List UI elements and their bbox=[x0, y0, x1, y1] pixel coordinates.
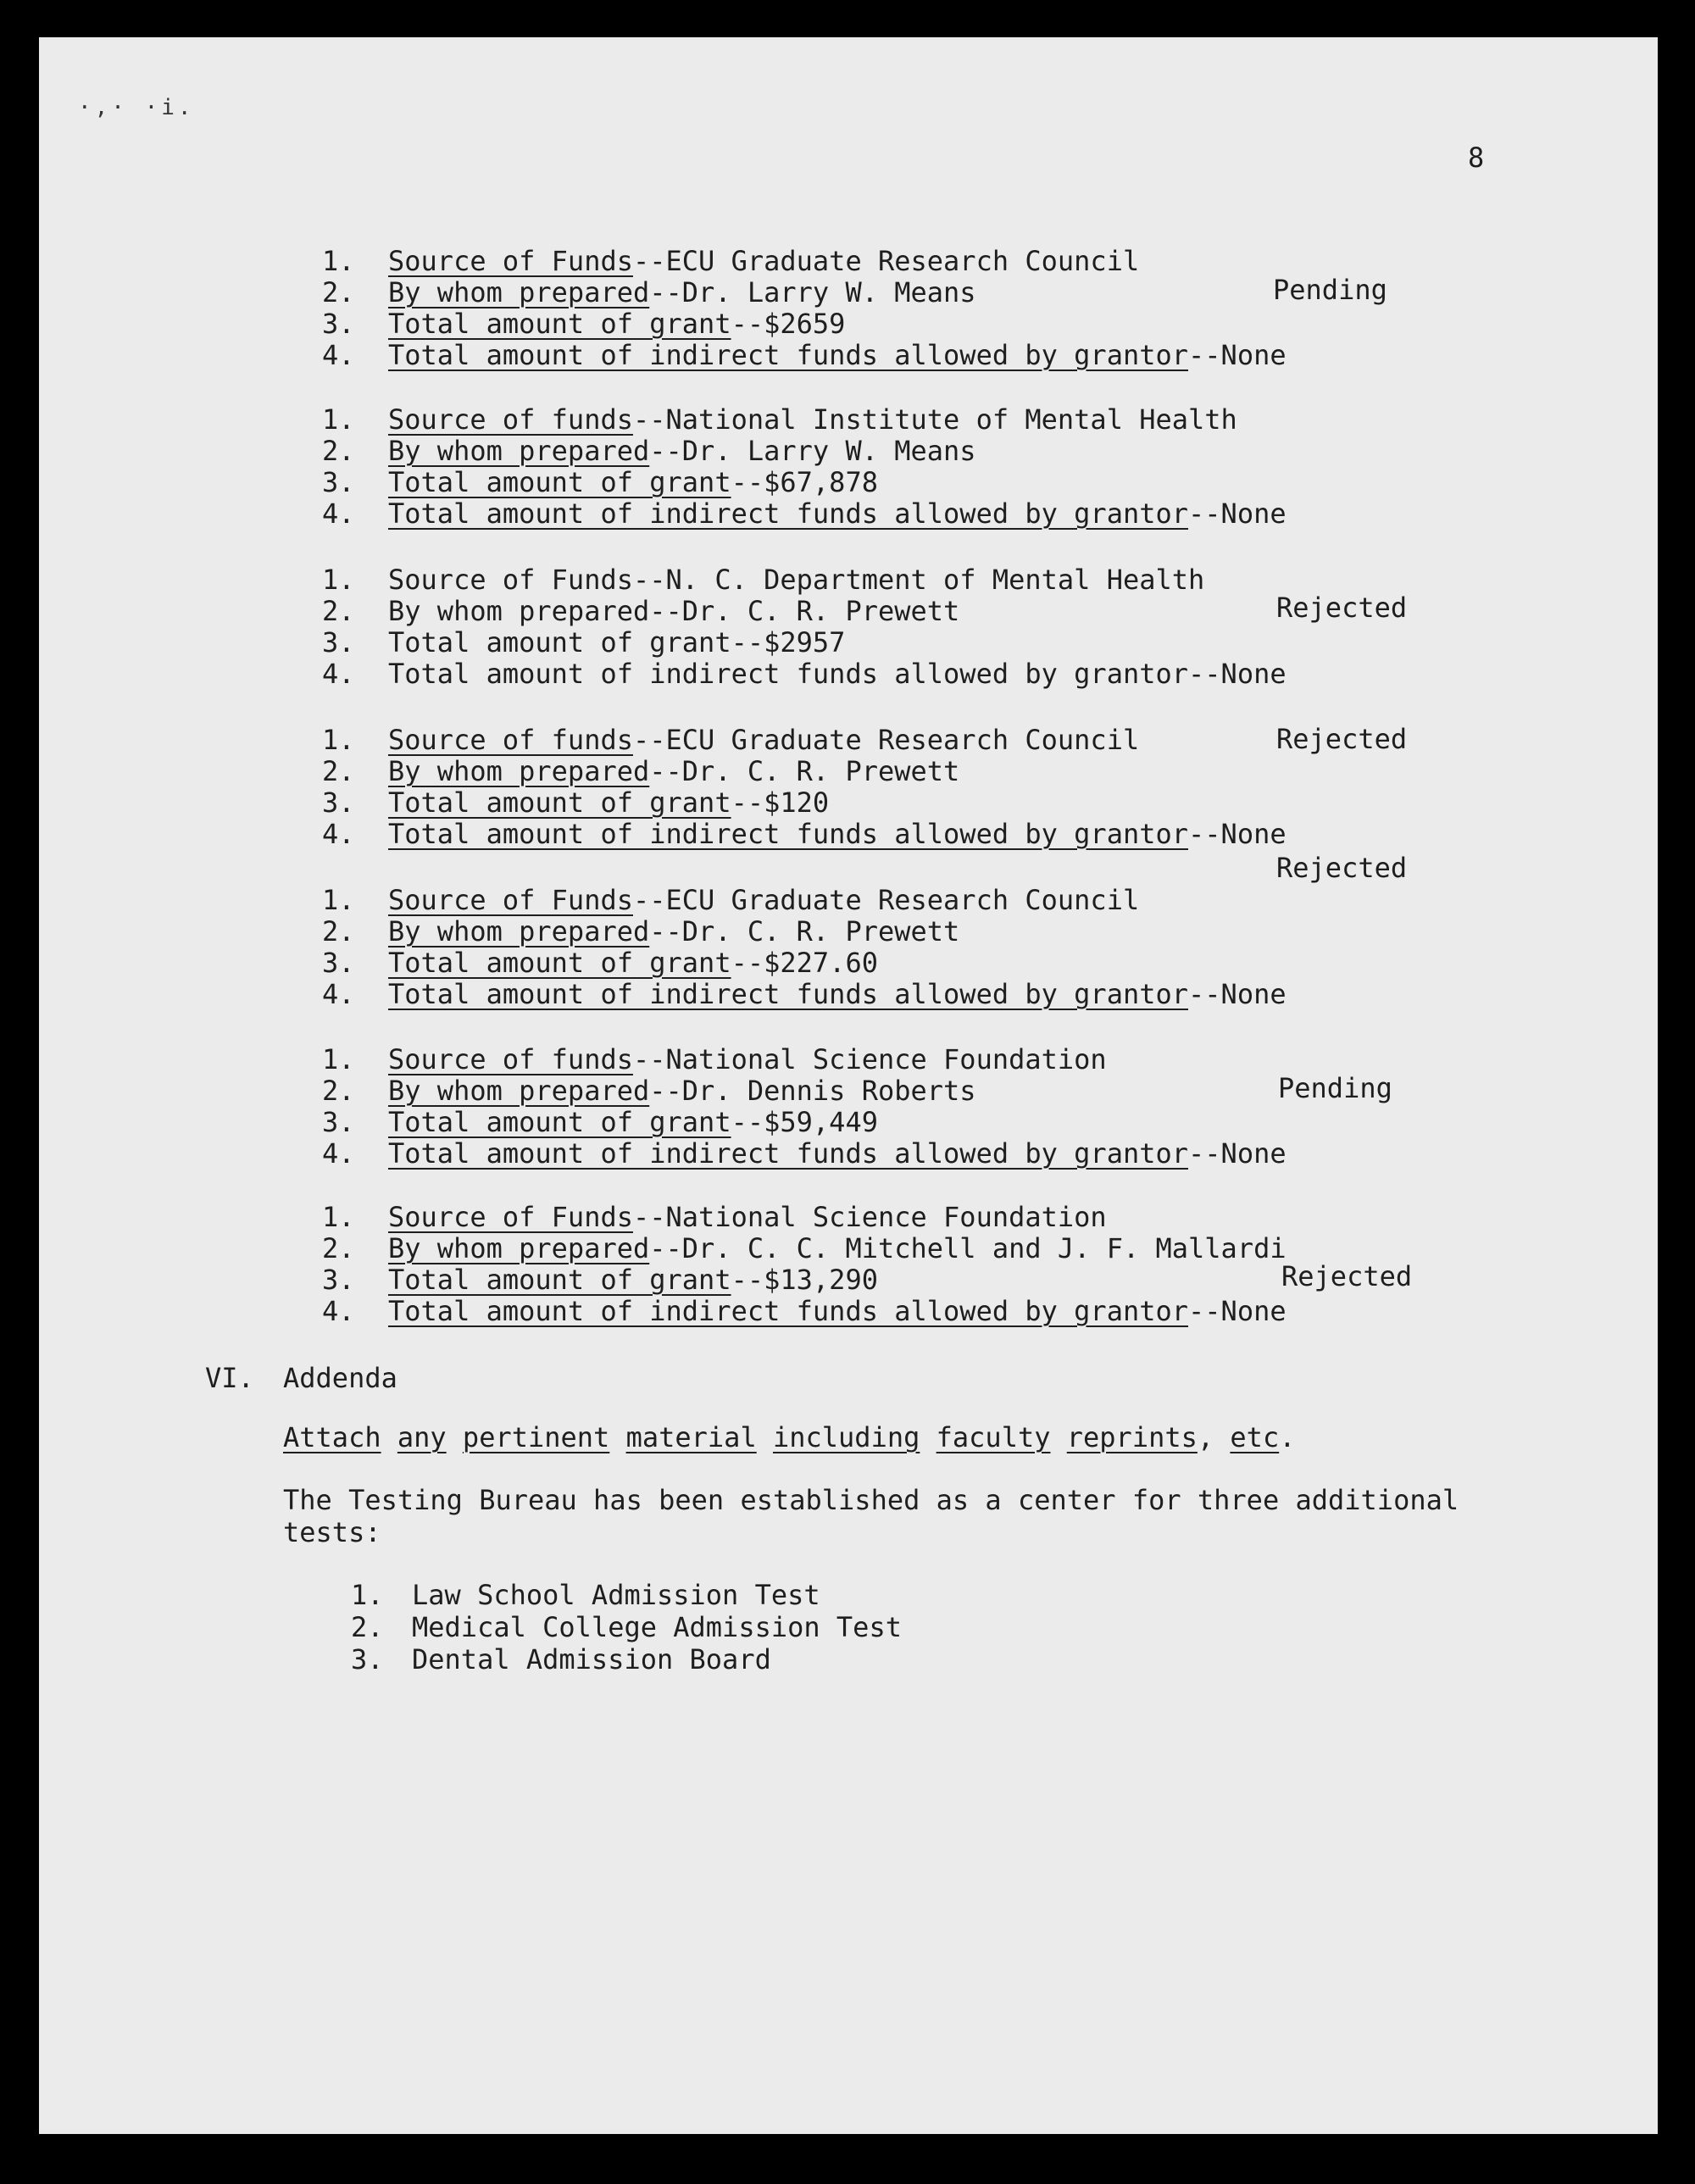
grant-source: 1. Source of funds--National Institute of Mental Health bbox=[322, 403, 1237, 436]
test-item: 3. Dental Admission Board bbox=[351, 1643, 771, 1676]
grant-total: 3. Total amount of grant--$120 bbox=[322, 786, 830, 819]
item-number: 1. bbox=[322, 724, 355, 756]
item-number: 3. bbox=[322, 1106, 355, 1138]
item-number: 4. bbox=[322, 339, 355, 371]
item-number: 3. bbox=[322, 308, 355, 340]
grant-total: 3. Total amount of grant--$2659 bbox=[322, 308, 846, 340]
item-number: 1. bbox=[322, 564, 355, 596]
item-number: 2. bbox=[322, 915, 355, 948]
item-number: 4. bbox=[322, 658, 355, 690]
grant-preparer: 2. By whom prepared--Dr. Larry W. Means bbox=[322, 276, 976, 308]
grant-indirect: 4. Total amount of indirect funds allowed by grantor--None bbox=[322, 658, 1287, 690]
grant-source: 1. Source of Funds--National Science Foundation bbox=[322, 1201, 1107, 1233]
page-number: 8 bbox=[1468, 142, 1485, 174]
instruction-line: Attach any pertinent material including faculty reprints, etc. bbox=[283, 1421, 1296, 1453]
test-item: 1. Law School Admission Test bbox=[351, 1579, 820, 1611]
item-number: 1. bbox=[322, 403, 355, 436]
item-number: 2. bbox=[322, 435, 355, 467]
grant-preparer: 2. By whom prepared--Dr. C. R. Prewett bbox=[322, 755, 960, 787]
grant-status: Rejected bbox=[1276, 723, 1408, 755]
grant-indirect: 4. Total amount of indirect funds allowed by grantor--None bbox=[322, 1295, 1287, 1327]
item-number: 4. bbox=[322, 1295, 355, 1327]
item-number: 4. bbox=[322, 818, 355, 850]
grant-status: Rejected bbox=[1276, 592, 1408, 624]
item-number: 2. bbox=[322, 1232, 355, 1264]
item-number: 3. bbox=[322, 626, 355, 659]
item-number: 1. bbox=[322, 245, 355, 277]
item-number: 3. bbox=[322, 786, 355, 819]
grant-total: 3. Total amount of grant--$2957 bbox=[322, 626, 846, 659]
grant-preparer: 2. By whom prepared--Dr. C. R. Prewett bbox=[322, 915, 960, 948]
section-heading bbox=[205, 1361, 397, 1395]
grant-indirect: 4. Total amount of indirect funds allowed by grantor--None bbox=[322, 497, 1287, 530]
grant-preparer: 2. By whom prepared--Dr. Dennis Roberts bbox=[322, 1075, 976, 1107]
test-item: 2. Medical College Admission Test bbox=[351, 1611, 902, 1643]
grant-source: 1. Source of Funds--ECU Graduate Research Council bbox=[322, 884, 1140, 916]
item-number: 2. bbox=[322, 755, 355, 787]
item-number: 1. bbox=[322, 1201, 355, 1233]
grant-status: Pending bbox=[1278, 1072, 1392, 1104]
grant-indirect: 4. Total amount of indirect funds allowed by grantor--None bbox=[322, 339, 1287, 371]
grant-preparer: 2. By whom prepared--Dr. C. C. Mitchell and J. F. Mallardi bbox=[322, 1232, 1287, 1264]
grant-total: 3. Total amount of grant--$59,449 bbox=[322, 1106, 878, 1138]
item-number: 3. bbox=[322, 466, 355, 498]
paragraph-line: The Testing Bureau has been established as a center for three additional bbox=[283, 1484, 1459, 1516]
grant-source: 1. Source of funds--National Science Foundation bbox=[322, 1043, 1107, 1075]
grant-total: 3. Total amount of grant--$227.60 bbox=[322, 947, 878, 979]
grant-status: Rejected bbox=[1276, 852, 1408, 884]
grant-preparer: 2. By whom prepared--Dr. C. R. Prewett bbox=[322, 595, 960, 627]
grant-indirect: 4. Total amount of indirect funds allowed by grantor--None bbox=[322, 978, 1287, 1010]
section-numeral: VI. bbox=[205, 1362, 254, 1394]
grant-source: 1. Source of Funds--ECU Graduate Research Council bbox=[322, 245, 1140, 277]
item-number: 4. bbox=[322, 978, 355, 1010]
item-number: 4. bbox=[322, 497, 355, 530]
grant-status: Rejected bbox=[1281, 1260, 1413, 1292]
grant-status: Pending bbox=[1273, 274, 1387, 306]
grant-total: 3. Total amount of grant--$13,290 bbox=[322, 1264, 878, 1296]
corner-marks: ·,· ·i. bbox=[78, 95, 195, 120]
item-number: 2. bbox=[322, 1075, 355, 1107]
item-number: 4. bbox=[322, 1137, 355, 1170]
item-number: 1. bbox=[322, 1043, 355, 1075]
item-number: 1. bbox=[322, 884, 355, 916]
item-number: 3. bbox=[322, 947, 355, 979]
grant-source: 1. Source of funds--ECU Graduate Research Council bbox=[322, 724, 1140, 756]
grant-total: 3. Total amount of grant--$67,878 bbox=[322, 466, 878, 498]
item-number: 2. bbox=[322, 595, 355, 627]
grant-source: 1. Source of Funds--N. C. Department of Mental Health bbox=[322, 564, 1205, 596]
grant-preparer: 2. By whom prepared--Dr. Larry W. Means bbox=[322, 435, 976, 467]
section-title: Addenda bbox=[283, 1362, 397, 1394]
grant-indirect: 4. Total amount of indirect funds allowed by grantor--None bbox=[322, 818, 1287, 850]
grant-indirect: 4. Total amount of indirect funds allowed by grantor--None bbox=[322, 1137, 1287, 1170]
item-number: 3. bbox=[322, 1264, 355, 1296]
paragraph-line: tests: bbox=[283, 1516, 381, 1548]
item-number: 2. bbox=[322, 276, 355, 308]
